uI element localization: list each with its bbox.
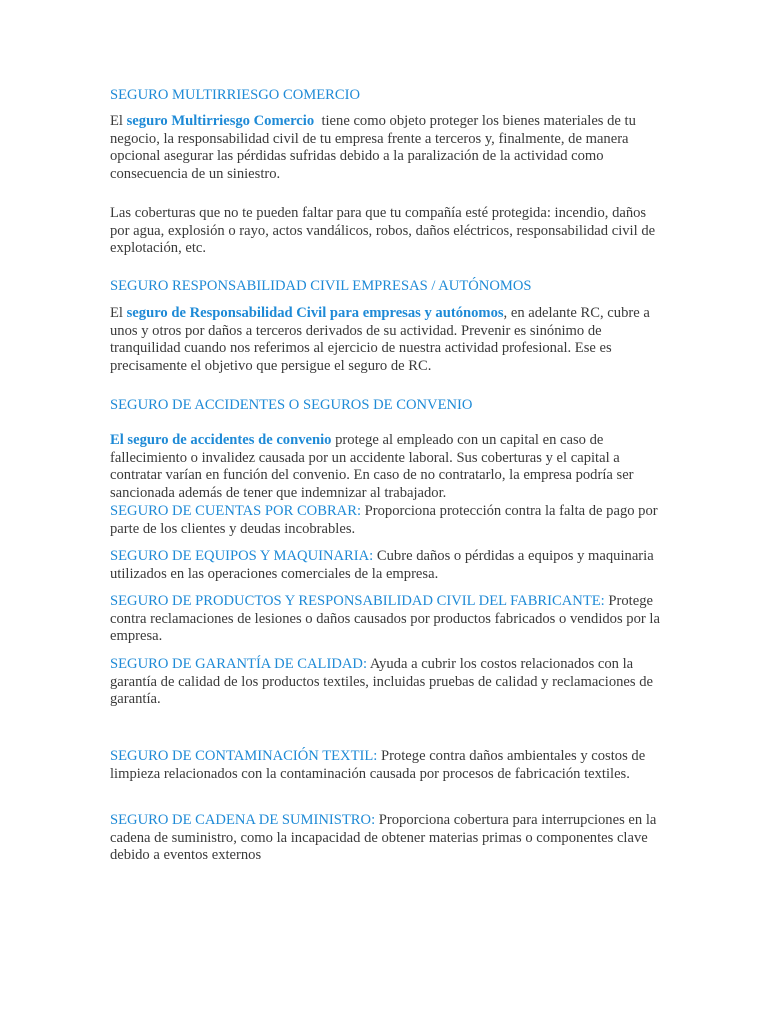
paragraph-body: Protege contra daños ambientales y costos de limpieza relacionados con la contaminación causada por procesos de fabricación textiles. bbox=[110, 748, 646, 782]
link-seguro-rc[interactable]: seguro de Responsabilidad Civil para empresas y autónomos bbox=[126, 305, 504, 321]
heading-cuentas-por-cobrar: SEGURO DE CUENTAS POR COBRAR: bbox=[110, 503, 362, 519]
paragraph-body: Cubre daños o pérdidas a equipos y maquinaria utilizados en las operaciones comerciales de la empresa. bbox=[110, 548, 654, 582]
link-seguro-accidentes[interactable]: El seguro de accidentes de convenio bbox=[110, 432, 332, 448]
paragraph-prefix: El bbox=[110, 305, 127, 321]
paragraph-body: Proporciona protección contra la falta de pago por parte de los clientes y deudas incobrables. bbox=[110, 503, 658, 537]
paragraph-body: tiene como objeto proteger los bienes materiales de tu negocio, la responsabilidad civil de tu empresa frente a terceros y, finalmente, de manera opcional asegurar las pérdidas sufridas debido a la paralización de la actividad como consecuencia de un siniestro. bbox=[110, 113, 640, 182]
heading-productos: SEGURO DE PRODUCTOS Y RESPONSABILIDAD CIVIL DEL FABRICANTE: bbox=[110, 593, 605, 609]
paragraph-garantia-calidad bbox=[110, 656, 665, 709]
heading-multirriesgo: SEGURO MULTIRRIESGO COMERCIO bbox=[110, 87, 361, 103]
paragraph-contaminacion-textil bbox=[110, 748, 665, 783]
paragraph-multirriesgo-objeto bbox=[110, 113, 665, 183]
heading-equipos-maquinaria: SEGURO DE EQUIPOS Y MAQUINARIA: bbox=[110, 548, 374, 564]
paragraph-cuentas-por-cobrar bbox=[110, 503, 665, 538]
paragraph-multirriesgo-coberturas: Las coberturas que no te pueden faltar para que tu compañía esté protegida: incendio, daños por agua, explosión o rayo, actos vandálicos, robos, daños eléctricos, responsabilidad civil de explotación, etc. bbox=[110, 205, 656, 256]
heading-responsabilidad-civil: SEGURO RESPONSABILIDAD CIVIL EMPRESAS / AUTÓNOMOS bbox=[110, 278, 532, 294]
paragraph-body: Protege contra reclamaciones de lesiones o daños causados por productos fabricados o vendidos por la empresa. bbox=[110, 593, 660, 644]
paragraph-prefix: El bbox=[110, 113, 127, 129]
paragraph-accidentes bbox=[110, 432, 665, 502]
paragraph-responsabilidad-civil bbox=[110, 305, 665, 375]
paragraph-body: Ayuda a cubrir los costos relacionados con la garantía de calidad de los productos textiles, incluidas pruebas de calidad y reclamaciones de garantía. bbox=[110, 656, 654, 707]
heading-contaminacion-textil: SEGURO DE CONTAMINACIÓN TEXTIL: bbox=[110, 748, 378, 764]
heading-garantia-calidad: SEGURO DE GARANTÍA DE CALIDAD: bbox=[110, 656, 368, 672]
paragraph-body: , en adelante RC, cubre a unos y otros por daños a terceros derivados de su actividad. Prevenir es sinónimo de tranquilidad cuando nos referimos al ejercicio de nuestra actividad profesional. Ese es precisamente el objetivo que persigue el seguro de RC. bbox=[110, 305, 650, 374]
paragraph-body: Proporciona cobertura para interrupciones en la cadena de suministro, como la incapacidad de obtener materias primas o componentes clave debido a eventos externos bbox=[110, 812, 657, 863]
heading-cadena-suministro: SEGURO DE CADENA DE SUMINISTRO: bbox=[110, 812, 376, 828]
paragraph-body: protege al empleado con un capital en caso de fallecimiento o invalidez causada por un accidente laboral. Sus coberturas y el capital a contratar varían en función del convenio. En caso de no contratarlo, la empresa podría ser sancionada además de tener que indemnizar al trabajador. bbox=[110, 432, 634, 501]
paragraph-productos bbox=[110, 593, 665, 646]
paragraph-cadena-suministro bbox=[110, 812, 665, 865]
paragraph-equipos-maquinaria bbox=[110, 548, 665, 583]
link-seguro-multirriesgo[interactable]: seguro Multirriesgo Comercio bbox=[126, 113, 315, 129]
heading-accidentes: SEGURO DE ACCIDENTES O SEGUROS DE CONVENIO bbox=[110, 397, 473, 413]
